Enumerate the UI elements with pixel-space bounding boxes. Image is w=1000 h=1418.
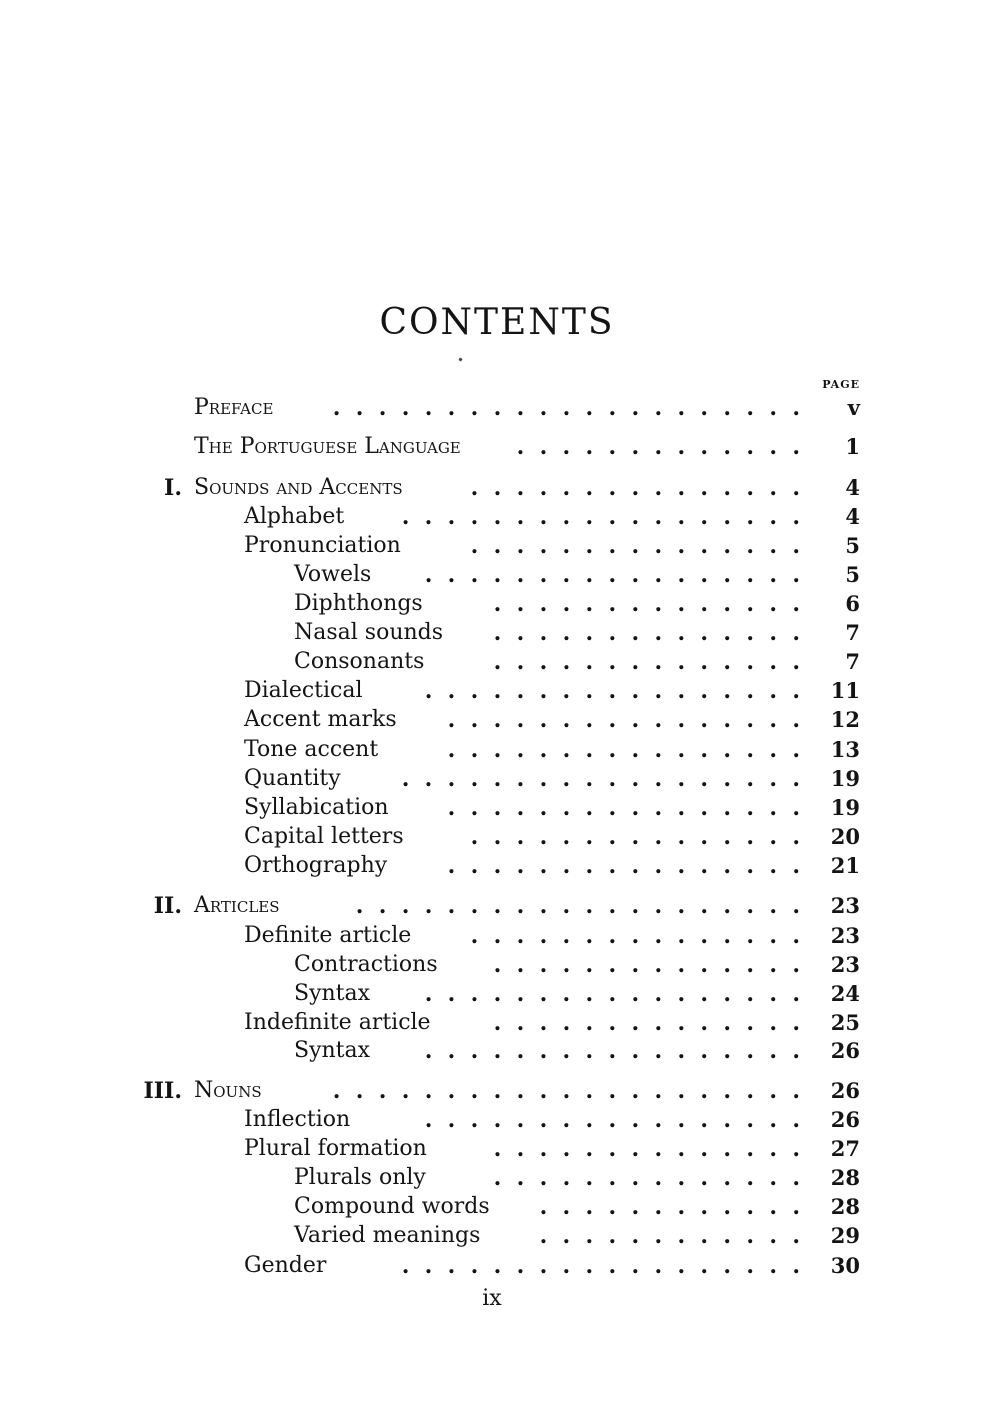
toc-entry-page: 27	[830, 1136, 860, 1161]
toc-entry-page: 30	[830, 1253, 860, 1278]
toc-entry-title: Plurals only	[294, 1165, 426, 1190]
toc-entry	[0, 1009, 1000, 1037]
toc-entry-title: Preface	[194, 395, 274, 420]
toc-entry-title: Inflection	[244, 1107, 351, 1132]
toc-entry	[0, 394, 1000, 422]
toc-entry	[0, 706, 1000, 734]
chapter-number: III.	[143, 1078, 182, 1104]
toc-entry-page: 24	[830, 981, 860, 1006]
dot-leader: . . . . . . . . . . . . . . . .	[432, 707, 800, 733]
toc-entry	[0, 1164, 1000, 1192]
dot-leader: . . . . . . . . . . . . . . .	[455, 824, 800, 850]
toc-entry-title: Consonants	[294, 649, 425, 674]
toc-entry	[0, 532, 1000, 560]
toc-entry-page: 23	[830, 952, 860, 977]
toc-entry-title: Gender	[244, 1253, 327, 1278]
toc-entry-page: 29	[830, 1223, 860, 1248]
chapter-number: I.	[164, 475, 182, 501]
toc-entry	[0, 892, 1000, 920]
toc-entry-title: Accent marks	[244, 707, 397, 732]
page-folio: ix	[482, 1286, 502, 1311]
toc-entry	[0, 1106, 1000, 1134]
toc-entry	[0, 1252, 1000, 1280]
contents-title: CONTENTS	[379, 302, 615, 343]
dot-leader: . . . . . . . . . . . . . . .	[455, 475, 800, 501]
dot-leader: . . . . . . . . . . . . . .	[478, 952, 800, 978]
toc-entry-page: 21	[830, 853, 860, 878]
toc-entry-page: 26	[830, 1038, 860, 1063]
toc-entry-page: v	[847, 395, 860, 420]
toc-entry-page: 1	[845, 434, 860, 459]
toc-entry-title: Syntax	[294, 981, 371, 1006]
toc-entry	[0, 1222, 1000, 1250]
dot-leader: . . . . . . . . . . . . . .	[478, 1165, 800, 1191]
toc-entry-title: Dialectical	[244, 678, 363, 703]
toc-entry-title: Sounds and Accents	[194, 475, 403, 500]
toc-entry-page: 20	[830, 824, 860, 849]
toc-entry	[0, 1077, 1000, 1105]
toc-entry	[0, 474, 1000, 502]
toc-entry-page: 11	[830, 678, 860, 703]
toc-entry-page: 7	[845, 620, 860, 645]
toc-entry-title: Capital letters	[244, 824, 404, 849]
toc-entry	[0, 765, 1000, 793]
dot-leader: . . . . . . . . . . . . . .	[478, 1010, 800, 1036]
dot-leader: . . . . . . . . . . . . . .	[478, 620, 800, 646]
toc-entry	[0, 823, 1000, 851]
toc-entry-page: 25	[830, 1010, 860, 1035]
toc-entry	[0, 648, 1000, 676]
toc-entry	[0, 1193, 1000, 1221]
dot-leader: . . . . . . . . . . . . . . . . .	[409, 562, 800, 588]
dot-leader: . . . . . . . . . . . . . .	[478, 1136, 800, 1162]
dot-leader: . . . . . . . . . . . . . . . . . .	[386, 504, 800, 530]
dot-leader: . . . . . . . . . . . . . . . .	[432, 737, 800, 763]
toc-entry-page: 28	[830, 1194, 860, 1219]
toc-entry	[0, 433, 1000, 461]
toc-entry	[0, 503, 1000, 531]
dot-leader: . . . . . . . . . . . . .	[501, 434, 800, 460]
toc-entry	[0, 619, 1000, 647]
toc-entry-title: Definite article	[244, 923, 412, 948]
toc-entry-page: 23	[830, 893, 860, 918]
dot-leader: . . . . . . . . . . . . . . . .	[432, 853, 800, 879]
toc-entry	[0, 677, 1000, 705]
toc-entry-page: 12	[830, 707, 860, 732]
toc-entry-title: Vowels	[294, 562, 372, 587]
toc-entry	[0, 951, 1000, 979]
toc-entry-title: Plural formation	[244, 1136, 427, 1161]
dot-leader: . . . . . . . . . . . . . . .	[455, 923, 800, 949]
toc-entry-page: 19	[830, 795, 860, 820]
toc-entry-page: 13	[830, 737, 860, 762]
toc-entry-title: Alphabet	[244, 504, 345, 529]
chapter-number: II.	[153, 893, 182, 919]
toc-entry-title: Orthography	[244, 853, 388, 878]
title-ink-mark	[458, 357, 462, 361]
toc-entry	[0, 980, 1000, 1008]
page-column-heading: PAGE	[822, 378, 860, 391]
toc-entry	[0, 590, 1000, 618]
toc-entry-page: 23	[830, 923, 860, 948]
toc-entry-title: Syntax	[294, 1038, 371, 1063]
dot-leader: . . . . . . . . . . . . . . . . . .	[386, 766, 800, 792]
toc-entry	[0, 922, 1000, 950]
dot-leader: . . . . . . . . . . . . . . . . .	[409, 1107, 800, 1133]
toc-entry	[0, 794, 1000, 822]
dot-leader: . . . . . . . . . . . . . .	[478, 649, 800, 675]
toc-entry	[0, 1037, 1000, 1065]
toc-entry-page: 28	[830, 1165, 860, 1190]
toc-entry-page: 6	[845, 591, 860, 616]
dot-leader: . . . . . . . . . . . . . . . . . . . . .	[317, 395, 800, 421]
dot-leader: . . . . . . . . . . . . . . . . . .	[386, 1253, 800, 1279]
dot-leader: . . . . . . . . . . . .	[524, 1223, 800, 1249]
toc-entry-title: Compound words	[294, 1194, 490, 1219]
toc-entry-title: Contractions	[294, 952, 438, 977]
toc-entry-page: 19	[830, 766, 860, 791]
toc-entry	[0, 736, 1000, 764]
toc-entry-page: 26	[830, 1078, 860, 1103]
toc-entry-title: Nasal sounds	[294, 620, 444, 645]
toc-entry-title: Indefinite article	[244, 1010, 431, 1035]
toc-entry-title: Quantity	[244, 766, 341, 791]
dot-leader: . . . . . . . . . . . . . .	[478, 591, 800, 617]
dot-leader: . . . . . . . . . . . . . . . . . . . .	[340, 893, 800, 919]
toc-entry-title: Varied meanings	[294, 1223, 481, 1248]
dot-leader: . . . . . . . . . . . . . . . . .	[409, 981, 800, 1007]
toc-entry	[0, 561, 1000, 589]
toc-entry-title: Diphthongs	[294, 591, 423, 616]
toc-entry-page: 4	[845, 475, 860, 500]
toc-entry-title: Syllabication	[244, 795, 389, 820]
toc-entry-title: Pronunciation	[244, 533, 401, 558]
toc-entry-page: 26	[830, 1107, 860, 1132]
toc-entry	[0, 1135, 1000, 1163]
toc-entry-page: 4	[845, 504, 860, 529]
toc-entry-title: The Portuguese Language	[194, 434, 461, 459]
dot-leader: . . . . . . . . . . . . . . . . .	[409, 1038, 800, 1064]
toc-entry-page: 5	[845, 533, 860, 558]
dot-leader: . . . . . . . . . . . . . . . .	[432, 795, 800, 821]
dot-leader: . . . . . . . . . . . . . . . . . . . . .	[317, 1078, 800, 1104]
dot-leader: . . . . . . . . . . . . . . . . .	[409, 678, 800, 704]
toc-entry	[0, 852, 1000, 880]
toc-entry-title: Articles	[194, 893, 280, 918]
toc-entry-page: 5	[845, 562, 860, 587]
dot-leader: . . . . . . . . . . . .	[524, 1194, 800, 1220]
toc-entry-page: 7	[845, 649, 860, 674]
toc-entry-title: Tone accent	[244, 737, 379, 762]
toc-entry-title: Nouns	[194, 1078, 262, 1103]
dot-leader: . . . . . . . . . . . . . . .	[455, 533, 800, 559]
